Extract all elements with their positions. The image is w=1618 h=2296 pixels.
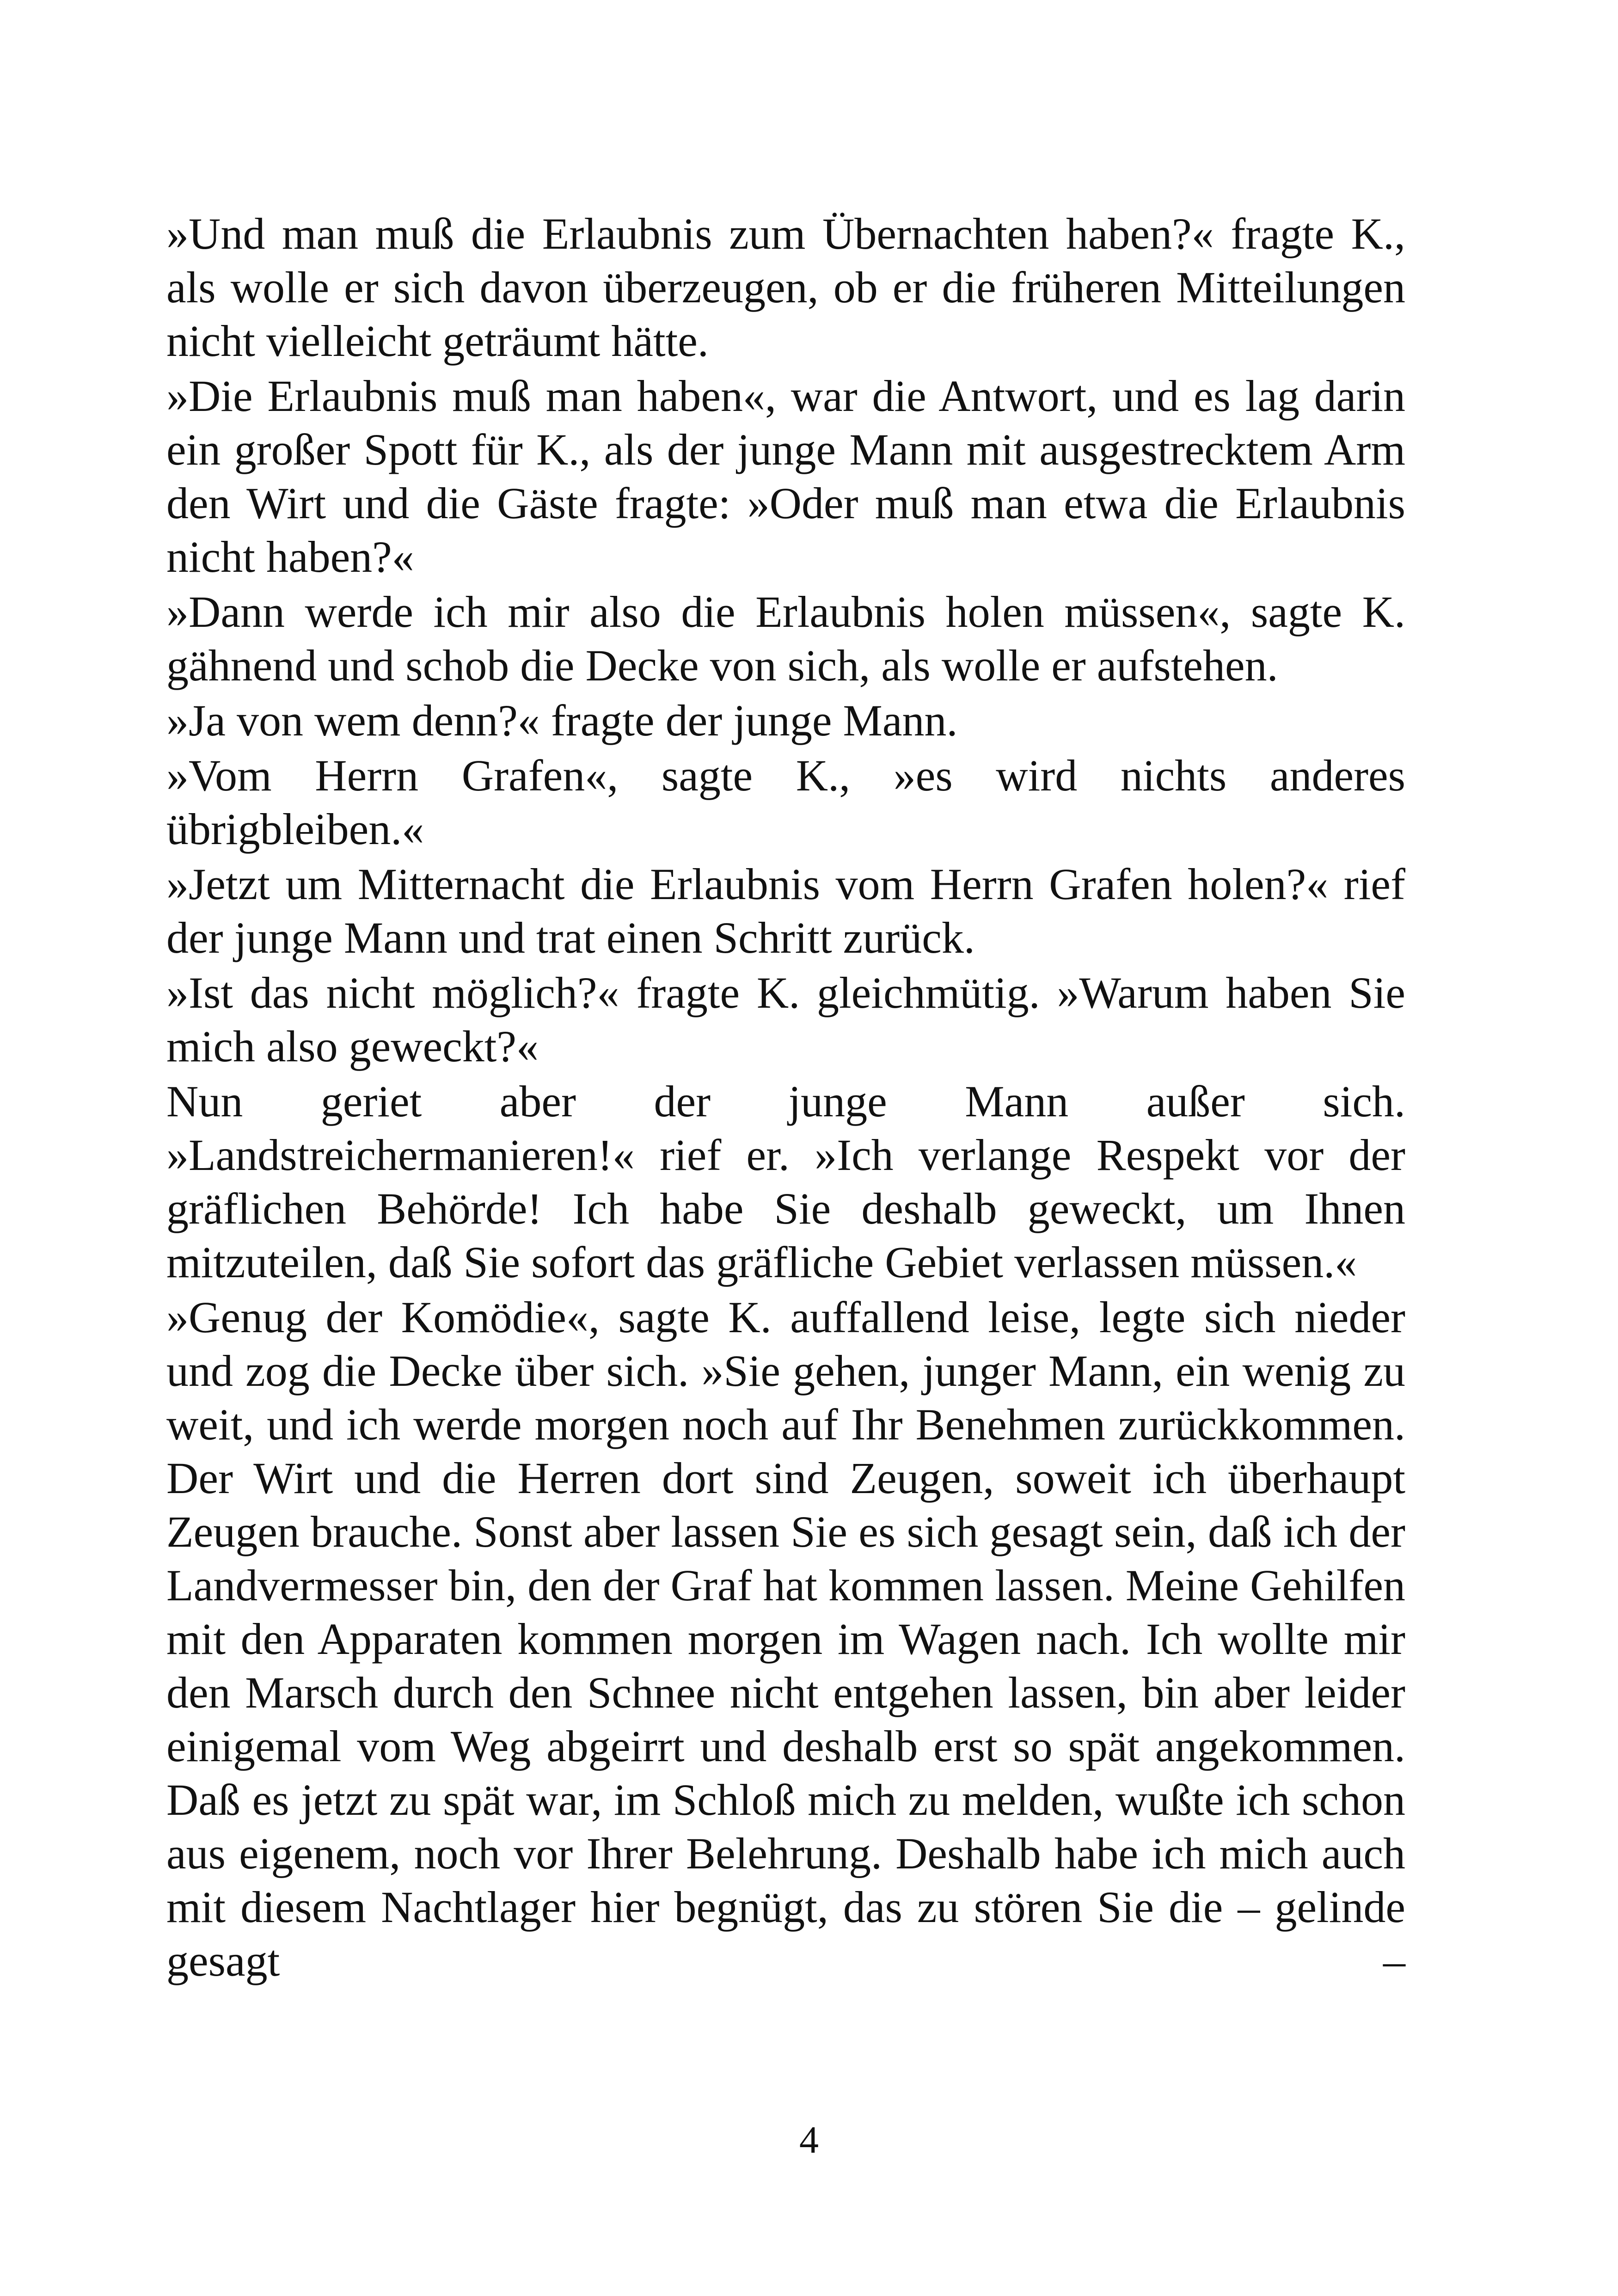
paragraph-8: Nun geriet aber der junge Mann außer sich. »Landstreichermanieren!« rief er. »Ich verlange Respekt vor der gräflichen Behörde! Ich habe Sie deshalb geweckt, um Ihnen mitzuteilen, daß Sie sofort das gräfliche Gebiet verlassen müssen.« [166, 1077, 1405, 1287]
paragraph-1: »Und man muß die Erlaubnis zum Übernachten haben?« fragte K., als wolle er sich davon überzeugen, ob er die früheren Mitteilungen nicht vielleicht geträumt hätte. [166, 209, 1405, 366]
paragraph-9: »Genug der Komödie«, sagte K. auffallend leise, legte sich nieder und zog die Decke über sich. »Sie gehen, junger Mann, ein wenig zu weit, und ich werde morgen noch auf Ihr Benehmen zurückkommen. Der Wirt und die Herren dort sind Zeugen, soweit ich überhaupt Zeugen brauche. Sonst aber lassen Sie es sich gesagt sein, daß ich der Landvermesser bin, den der Graf hat kommen lassen. Meine Gehilfen mit den Apparaten kommen morgen im Wagen nach. Ich wollte mir den Marsch durch den Schnee nicht entgehen lassen, bin aber leider einigemal vom Weg abgeirrt und deshalb erst so spät angekommen. Daß es jetzt zu spät war, im Schloß mich zu melden, wußte ich schon aus eigenem, noch vor Ihrer Belehrung. Deshalb habe ich mich auch mit diesem Nachtlager hier begnügt, das zu stören Sie die – gelinde gesagt – [166, 1292, 1405, 1985]
page-number: 4 [799, 2118, 819, 2161]
paragraph-2: »Die Erlaubnis muß man haben«, war die Antwort, und es lag darin ein großer Spott für K., als der junge Mann mit ausgestrecktem Arm den Wirt und die Gäste fragte: »Oder muß man etwa die Erlaubnis nicht haben?« [166, 371, 1405, 582]
paragraph-3: »Dann werde ich mir also die Erlaubnis holen müssen«, sagte K. gähnend und schob die Decke von sich, als wolle er aufstehen. [166, 587, 1405, 690]
paragraph-6: »Jetzt um Mitternacht die Erlaubnis vom Herrn Grafen holen?« rief der junge Mann und trat einen Schritt zurück. [166, 859, 1405, 962]
paragraph-4: »Ja von wem denn?« fragte der junge Mann. [166, 696, 958, 745]
paragraph-7: »Ist das nicht möglich?« fragte K. gleichmütig. »Warum haben Sie mich also geweckt?« [166, 968, 1405, 1071]
body-text [166, 207, 1405, 1989]
paragraph-5: »Vom Herrn Grafen«, sagte K., »es wird nichts anderes übrigbleiben.« [166, 751, 1405, 854]
